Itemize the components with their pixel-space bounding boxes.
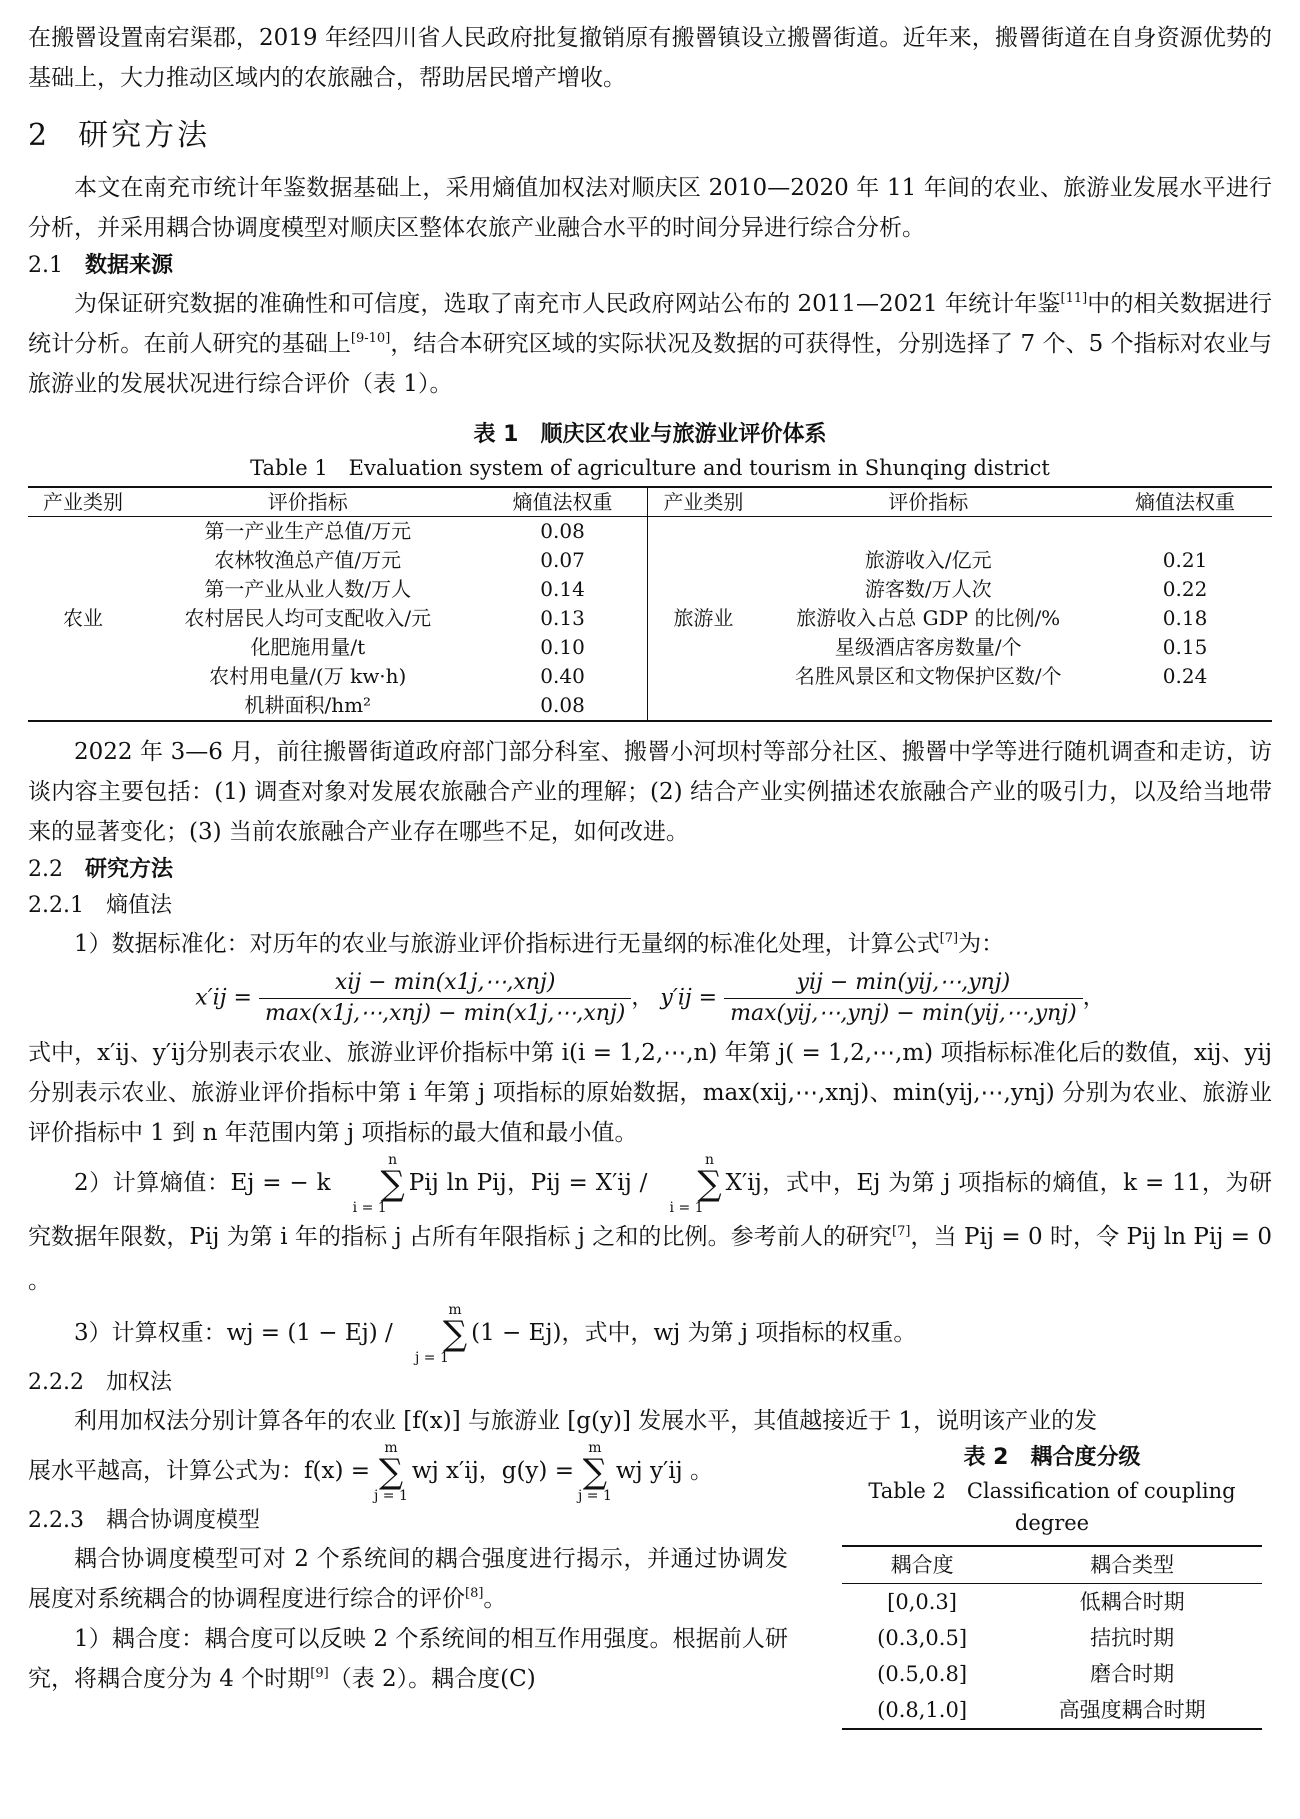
table-header: 耦合类型 [1002, 1546, 1262, 1584]
weight-cell: 0.22 [1162, 577, 1208, 601]
range-cell: [0,0.3] [887, 1590, 957, 1614]
subsection-title: 熵值法 [105, 893, 172, 918]
table-row [842, 1584, 1262, 1621]
subsection-2-2-2-heading [28, 1365, 1272, 1401]
subsection-2-2-heading [28, 852, 1272, 888]
formula-fraction [724, 968, 1083, 1029]
text-span: 耦合协调度模型可对 2 个系统间的耦合强度进行揭示，并通过协调发展度对系统耦合的协调程度进行综合的评价 [28, 1546, 788, 1612]
type-cell: 低耦合时期 [1079, 1590, 1185, 1614]
table-row [28, 517, 1272, 547]
step-1-explanation: 式中，x′ij、y′ij分别表示农业、旅游业评价指标中第 i(i = 1,2,⋯,n) 年第 j( = 1,2,⋯,m) 项指标标准化后的数值，xij、yij分别表示农业、旅游业评价指标中第 i 年第 j 项指标的原始数据，max(xij,⋯,xnj)、min(yij,⋯,ynj) 分别为农业、旅游业评价指标中 1 到 n 年范围内第 j 项指标的最大值和最小值。 [28, 1040, 1272, 1146]
subsection-number: 2.2.2 [28, 1370, 84, 1395]
table-header: 产业类别 [648, 487, 758, 517]
step-1-paragraph [28, 924, 1272, 964]
text-span: （表 2）。耦合度(C) [328, 1666, 536, 1692]
text-span: 1）耦合度：耦合度可以反映 2 个系统间的相互作用强度。根据前人研究，将耦合度分为 4 个时期 [28, 1626, 788, 1692]
indicator-cell: 农村用电量/(万 kw·h) [209, 664, 407, 688]
formula-denominator: max(x1j,⋯,xnj) − min(x1j,⋯,xnj) [264, 1001, 626, 1026]
table-1-caption-en: Table 1 Evaluation system of agriculture and tourism in Shunqing district [250, 456, 1050, 480]
table-2 [842, 1545, 1262, 1730]
weight-cell [1098, 691, 1272, 721]
table-2-caption-cn: 表 2 耦合度分级 [963, 1445, 1141, 1470]
section-2-heading [28, 114, 1272, 158]
table-header: 评价指标 [758, 487, 1098, 517]
indicator-cell: 旅游收入/亿元 [864, 548, 992, 572]
table-header-row [28, 487, 1272, 517]
text-span: ，结合本研究区域的实际状况及数据的可获得性，分别选择了 7 个、5 个指标对农业与旅游业的发展状况进行综合评价（表 1）。 [28, 331, 1273, 397]
data-source-paragraph [28, 284, 1272, 404]
sum-upper: m [384, 1440, 398, 1456]
subsection-title: 加权法 [105, 1370, 172, 1395]
sum-symbol: n ∑ i = 1 [352, 1152, 405, 1216]
weighted-paragraph: 利用加权法分别计算各年的农业 [f(x)] 与旅游业 [g(y)] 发展水平，其值越接近于 1，说明该产业的发 [74, 1408, 1098, 1434]
sum-lower: i = 1 [352, 1200, 387, 1216]
citation: [7] [892, 1224, 911, 1239]
coupling-paragraph [28, 1539, 788, 1619]
section-title: 研究方法 [78, 118, 211, 153]
weight-cell: 0.15 [1162, 635, 1208, 659]
left-column [28, 1441, 788, 1699]
step-3-paragraph [28, 1303, 1272, 1365]
subsection-title: 研究方法 [85, 857, 174, 882]
range-cell: (0.5,0.8] [877, 1662, 968, 1686]
table-2-box [832, 1441, 1272, 1730]
indicator-cell: 农林牧渔总产值/万元 [214, 548, 402, 572]
text-span: wj x′ij，g(y) = [411, 1458, 574, 1484]
citation: [8] [465, 1586, 484, 1601]
table-row [842, 1656, 1262, 1692]
sum-lower: j = 1 [577, 1488, 612, 1504]
text-span: wj y′ij 。 [615, 1458, 714, 1484]
weight-cell: 0.21 [1162, 548, 1208, 572]
table-header: 产业类别 [28, 487, 138, 517]
weight-cell: 0.18 [1162, 606, 1208, 630]
indicator-cell: 星级酒店客房数量/个 [834, 635, 1022, 659]
subsection-title: 数据来源 [85, 253, 174, 278]
table-header: 熵值法权重 [1098, 487, 1272, 517]
table-header-row [842, 1546, 1262, 1584]
text-span: Pij ln Pij，Pij = X′ij / [408, 1170, 648, 1196]
sum-upper: n [705, 1152, 715, 1168]
text-span: 为： [958, 931, 1005, 957]
survey-paragraph: 2022 年 3—6 月，前往搬罾街道政府部门部分科室、搬罾小河坝村等部分社区、搬罾中学等进行随机调查和走访，访谈内容主要包括：(1) 调查对象对发展农旅融合产业的理解；(2) 结合产业实例描述农旅融合产业的吸引力，以及给当地带来的显著变化；(3) 当前农旅融合产业存在哪些不足，如何改进。 [28, 739, 1272, 845]
subsection-number: 2.2.3 [28, 1508, 84, 1533]
indicator-cell: 游客数/万人次 [864, 577, 992, 601]
formula-numerator: yij − min(yij,⋯,ynj) [724, 968, 1083, 999]
subsection-2-1-heading [28, 248, 1272, 284]
indicator-cell [758, 517, 1098, 547]
indicator-cell: 机耕面积/hm² [244, 693, 372, 717]
formula-lhs: y′ij = [660, 985, 718, 1011]
type-cell: 磨合时期 [1090, 1662, 1175, 1686]
indicator-cell: 农村居民人均可支配收入/元 [184, 606, 432, 630]
table-row [842, 1692, 1262, 1729]
weight-cell [1098, 517, 1272, 547]
citation: [11] [1060, 291, 1088, 306]
text-span: 为保证研究数据的准确性和可信度，选取了南充市人民政府网站公布的 2011—2021 年统计年鉴 [74, 291, 1061, 317]
indicator-cell: 化肥施用量/t [250, 635, 366, 659]
category-cell: 农业 [62, 606, 103, 630]
sum-symbol: m ∑ j = 1 [374, 1440, 408, 1504]
range-cell: (0.8,1.0] [877, 1698, 968, 1722]
formula-lhs: x′ij = [195, 985, 252, 1011]
text-span: X′ij，式中，Ej 为第 j 项指标的熵值，k = 11，为研究数据年限数，Pij 为第 i 年的指标 j 占所有年限指标 j 之和的比例。参考前人的研究 [28, 1170, 1273, 1250]
citation: [9-10] [350, 331, 391, 346]
text-span: 2）计算熵值：Ej = − k [74, 1170, 331, 1196]
sum-upper: m [588, 1440, 602, 1456]
step-2-paragraph [28, 1153, 1272, 1303]
citation: [7] [939, 931, 959, 946]
subsection-2-2-3-heading [28, 1503, 788, 1539]
text-span: ，当 Pij = 0 时，令 Pij ln Pij = 0 。 [28, 1224, 1272, 1294]
section-2-paragraph: 本文在南充市统计年鉴数据基础上，采用熵值加权法对顺庆区 2010—2020 年 11 年间的农业、旅游业发展水平进行分析，并采用耦合协调度模型对顺庆区整体农旅产业融合水平的时间分异进行综合分析。 [28, 175, 1272, 241]
indicator-cell: 第一产业从业人数/万人 [204, 577, 412, 601]
formula-fraction [259, 968, 631, 1029]
table-header: 评价指标 [138, 487, 478, 517]
text-span: 展水平越高，计算公式为：f(x) = [28, 1458, 371, 1484]
bottom-section [28, 1440, 1272, 1722]
intro-paragraph: 在搬罾设置南宕渠郡，2019 年经四川省人民政府批复撤销原有搬罾镇设立搬罾街道。近年来，搬罾街道在自身资源优势的基础上，大力推动区域内的农旅融合，帮助居民增产增收。 [28, 25, 1272, 91]
table-header: 熵值法权重 [478, 487, 648, 517]
coupling-degree-paragraph [28, 1619, 788, 1699]
weight-cell: 0.08 [540, 519, 585, 543]
sum-lower: i = 1 [669, 1200, 704, 1216]
range-cell: (0.3,0.5] [877, 1626, 968, 1650]
table-1-caption-cn: 表 1 顺庆区农业与旅游业评价体系 [473, 422, 827, 447]
text-span: 3）计算权重：wj = (1 − Ej) / [74, 1320, 393, 1346]
sum-symbol: m ∑ j = 1 [577, 1440, 612, 1504]
weight-cell: 0.24 [1162, 664, 1208, 688]
text-span: 中的相关数据进行统计分析。在前人研究的基础上 [28, 291, 1272, 357]
weight-cell: 0.10 [540, 635, 585, 659]
sum-lower: j = 1 [415, 1350, 449, 1366]
formula-numerator: xij − min(x1j,⋯,xnj) [259, 968, 631, 999]
indicator-cell [758, 691, 1098, 721]
subsection-number: 2.1 [28, 253, 63, 278]
subsection-number: 2.2 [28, 857, 63, 882]
formula-denominator: max(yij,⋯,ynj) − min(yij,⋯,ynj) [730, 1001, 1077, 1026]
weight-cell: 0.07 [540, 548, 585, 572]
sum-symbol: n ∑ i = 1 [669, 1152, 722, 1216]
table-header: 耦合度 [842, 1546, 1002, 1584]
indicator-cell: 名胜风景区和文物保护区数/个 [794, 664, 1062, 688]
sum-upper: n [388, 1152, 398, 1168]
table-2-caption-en: Table 2 Classification of coupling degree [868, 1479, 1236, 1535]
paper-page [28, 18, 1273, 1722]
sum-symbol: m ∑ j = 1 [415, 1302, 468, 1366]
weight-cell: 0.14 [540, 577, 585, 601]
section-number: 2 [28, 118, 51, 153]
table-row [842, 1620, 1262, 1656]
subsection-title: 耦合协调度模型 [105, 1508, 260, 1533]
type-cell: 拮抗时期 [1090, 1626, 1175, 1650]
category-cell: 旅游业 [648, 517, 758, 722]
indicator-cell: 旅游收入占总 GDP 的比例/% [796, 606, 1061, 630]
text-span: (1 − Ej)，式中，wj 为第 j 项指标的权重。 [471, 1320, 917, 1346]
weighted-formula-line [28, 1441, 788, 1503]
weight-cell: 0.08 [540, 693, 585, 717]
table-1 [28, 486, 1272, 722]
subsection-2-2-1-heading [28, 888, 1272, 924]
subsection-number: 2.2.1 [28, 893, 84, 918]
indicator-cell: 第一产业生产总值/万元 [204, 519, 412, 543]
weight-cell: 0.13 [540, 606, 585, 630]
text-span: 1）数据标准化：对历年的农业与旅游业评价指标进行无量纲的标准化处理，计算公式 [74, 931, 940, 957]
standardization-formula: x′ij = $\frac{\text{xij − min(x1j,⋯,xnj)}}{\text{max(x1j,⋯,xnj) − min(x1j,⋯,xnj)}}$ ， y′ij = $\frac{\text{yij − min(yij,⋯,ynj)}}{\text{max(yij,⋯,ynj) − min(yij,⋯,ynj)}}$ ， [28, 968, 1272, 1029]
sum-lower: j = 1 [374, 1488, 408, 1504]
text-span: 。 [483, 1586, 507, 1612]
citation: [9] [310, 1666, 329, 1681]
weight-cell: 0.40 [540, 664, 585, 688]
type-cell: 高强度耦合时期 [1058, 1698, 1206, 1722]
sum-upper: m [448, 1302, 462, 1318]
